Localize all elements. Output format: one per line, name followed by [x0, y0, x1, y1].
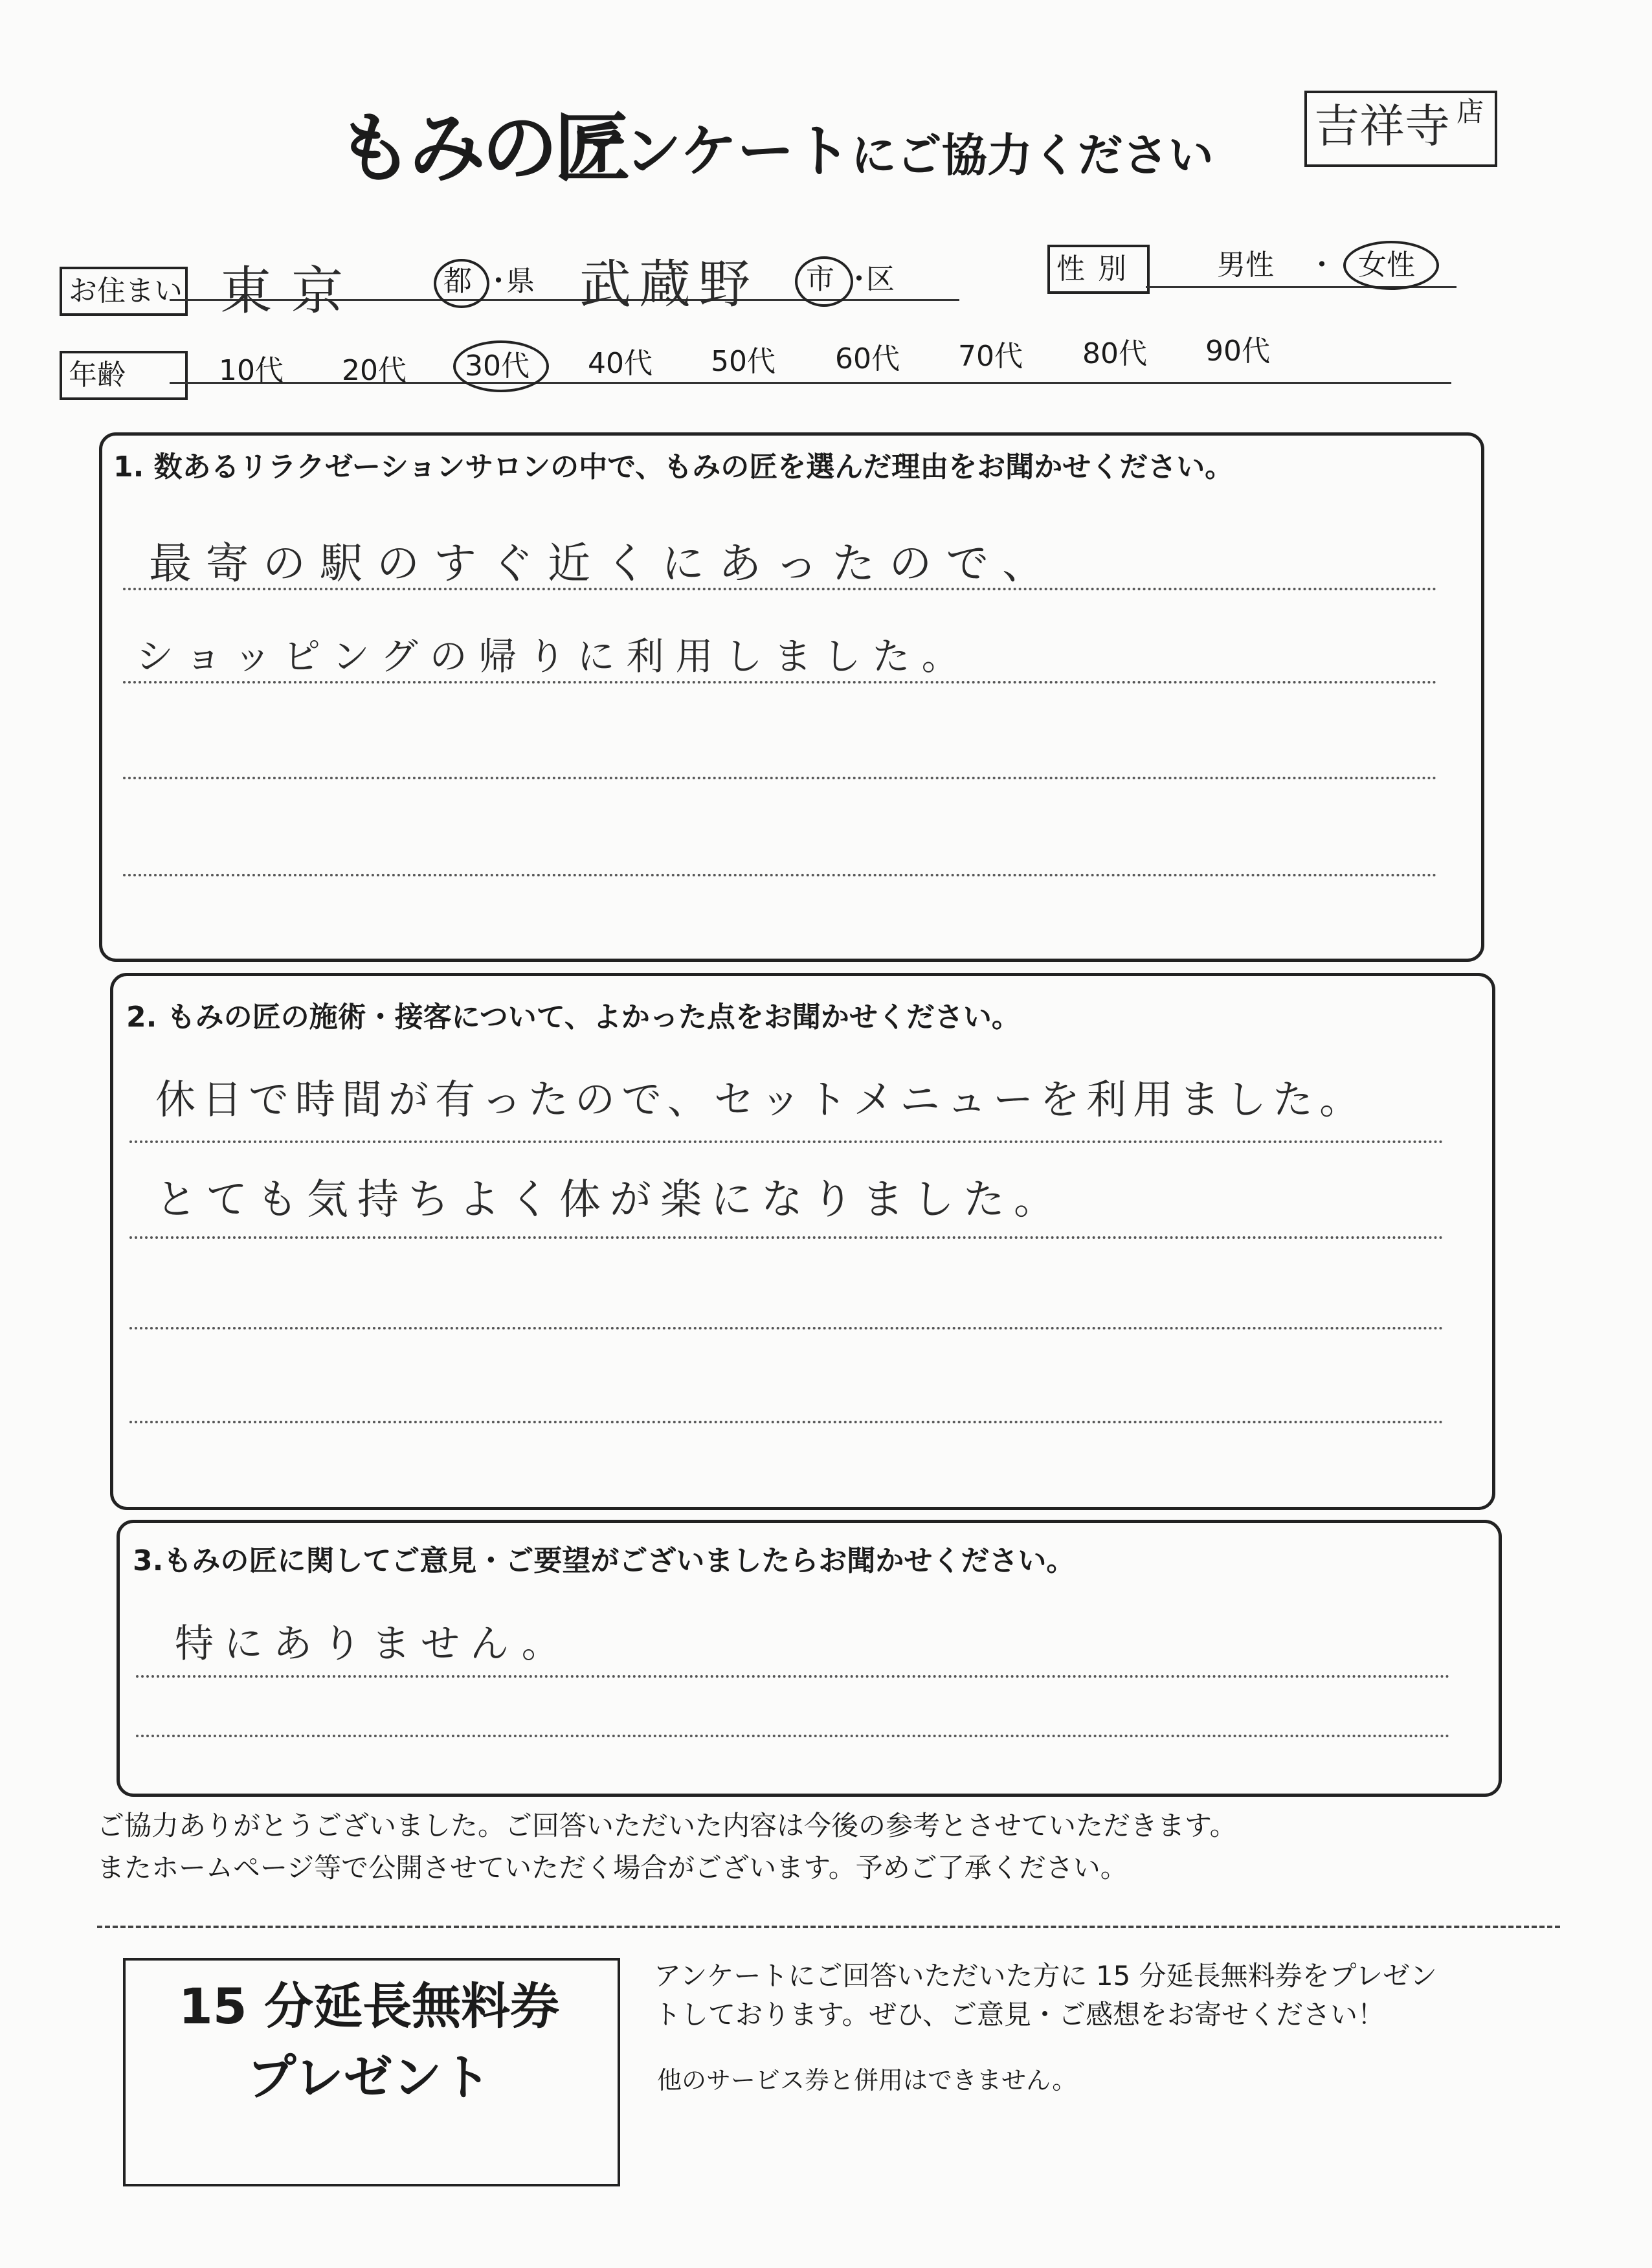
- gender-label: 性別: [1047, 245, 1150, 294]
- gender-separator: ・: [1308, 249, 1336, 282]
- question-1-answer-line-1[interactable]: 最寄の駅のすぐ近くにあったので、: [149, 539, 1060, 588]
- city-option-shi[interactable]: 市: [806, 263, 834, 296]
- age-option-40[interactable]: 40代: [588, 347, 653, 380]
- question-1-rule-1: [123, 588, 1437, 590]
- age-label: 年齢: [60, 351, 188, 400]
- coupon-title-1: 15 分延長無料券: [178, 1977, 560, 2035]
- age-option-90[interactable]: 90代: [1205, 335, 1270, 368]
- question-2-box: [110, 973, 1495, 1510]
- store-suffix: 店: [1457, 96, 1484, 128]
- age-option-60[interactable]: 60代: [835, 342, 900, 375]
- coupon-desc-1: アンケートにご回答いただいた方に 15 分延長無料券をプレゼン: [654, 1960, 1437, 1992]
- question-2-rule-3: [129, 1327, 1444, 1329]
- coupon-note: 他のサービス券と併用はできません。: [657, 2066, 1077, 2095]
- title-rest: にご協力ください: [851, 129, 1214, 182]
- question-3-text: 3.もみの匠に関してご意見・ご要望がございましたらお聞かせください。: [133, 1544, 1075, 1577]
- coupon-desc-2: トしております。ぜひ、ご意見・ご感想をお寄せください！: [654, 1999, 1385, 2030]
- question-1-rule-2: [123, 681, 1437, 684]
- survey-title: [570, 118, 1214, 184]
- pref-option-ken[interactable]: 県: [506, 265, 535, 298]
- question-2-rule-2: [129, 1236, 1444, 1239]
- gender-option-male[interactable]: 男性: [1217, 249, 1274, 282]
- question-2-text: 2. もみの匠の施術・接客について、よかった点をお聞かせください。: [126, 1001, 1020, 1034]
- age-option-80[interactable]: 80代: [1082, 337, 1147, 370]
- prefecture-answer[interactable]: 東京: [220, 261, 363, 321]
- question-1-rule-4: [123, 874, 1437, 876]
- question-3-rule-2: [136, 1735, 1450, 1737]
- age-option-20[interactable]: 20代: [342, 354, 407, 387]
- pref-option-to[interactable]: 都: [443, 265, 472, 298]
- cut-line: [97, 1926, 1560, 1928]
- store-name[interactable]: 吉祥寺: [1314, 100, 1450, 153]
- city-separator: ・: [845, 263, 873, 296]
- question-2-answer-line-1[interactable]: 休日で時間が有ったので、セットメニューを利用ました。: [155, 1076, 1367, 1123]
- question-3-rule-1: [136, 1675, 1450, 1678]
- question-3-answer-line-1[interactable]: 特にありません。: [175, 1621, 571, 1667]
- question-1-text: 1. 数あるリラクゼーションサロンの中で、もみの匠を選んだ理由をお聞かせください。: [113, 450, 1234, 484]
- question-2-rule-1: [129, 1140, 1444, 1143]
- thanks-text-2: またホームページ等で公開させていただく場合がございます。予めご了承ください。: [97, 1852, 1128, 1884]
- question-1-box: [99, 432, 1484, 962]
- question-2-rule-4: [129, 1421, 1444, 1423]
- gender-option-female[interactable]: 女性: [1358, 249, 1415, 282]
- pref-separator: ・: [484, 265, 513, 298]
- question-1-rule-3: [123, 777, 1437, 779]
- city-answer[interactable]: 武蔵野: [579, 254, 758, 315]
- age-option-10[interactable]: 10代: [219, 354, 284, 387]
- address-label: お住まい: [60, 267, 188, 316]
- age-option-30[interactable]: 30代: [465, 350, 530, 383]
- city-option-ku[interactable]: 区: [866, 263, 895, 296]
- question-2-answer-line-2[interactable]: とても気持ちよく体が楽になりました。: [155, 1176, 1064, 1224]
- thanks-text-1: ご協力ありがとうございました。ご回答いただいた内容は今後の参考とさせていただきます。: [97, 1810, 1237, 1841]
- age-option-50[interactable]: 50代: [711, 345, 776, 378]
- age-option-70[interactable]: 70代: [958, 340, 1023, 373]
- logo: もみの匠: [337, 104, 627, 193]
- question-1-answer-line-2[interactable]: ショッピングの帰りに利用しました。: [136, 634, 971, 678]
- coupon-title-2: プレゼント: [247, 2049, 491, 2106]
- title-main: アンケート: [570, 118, 851, 184]
